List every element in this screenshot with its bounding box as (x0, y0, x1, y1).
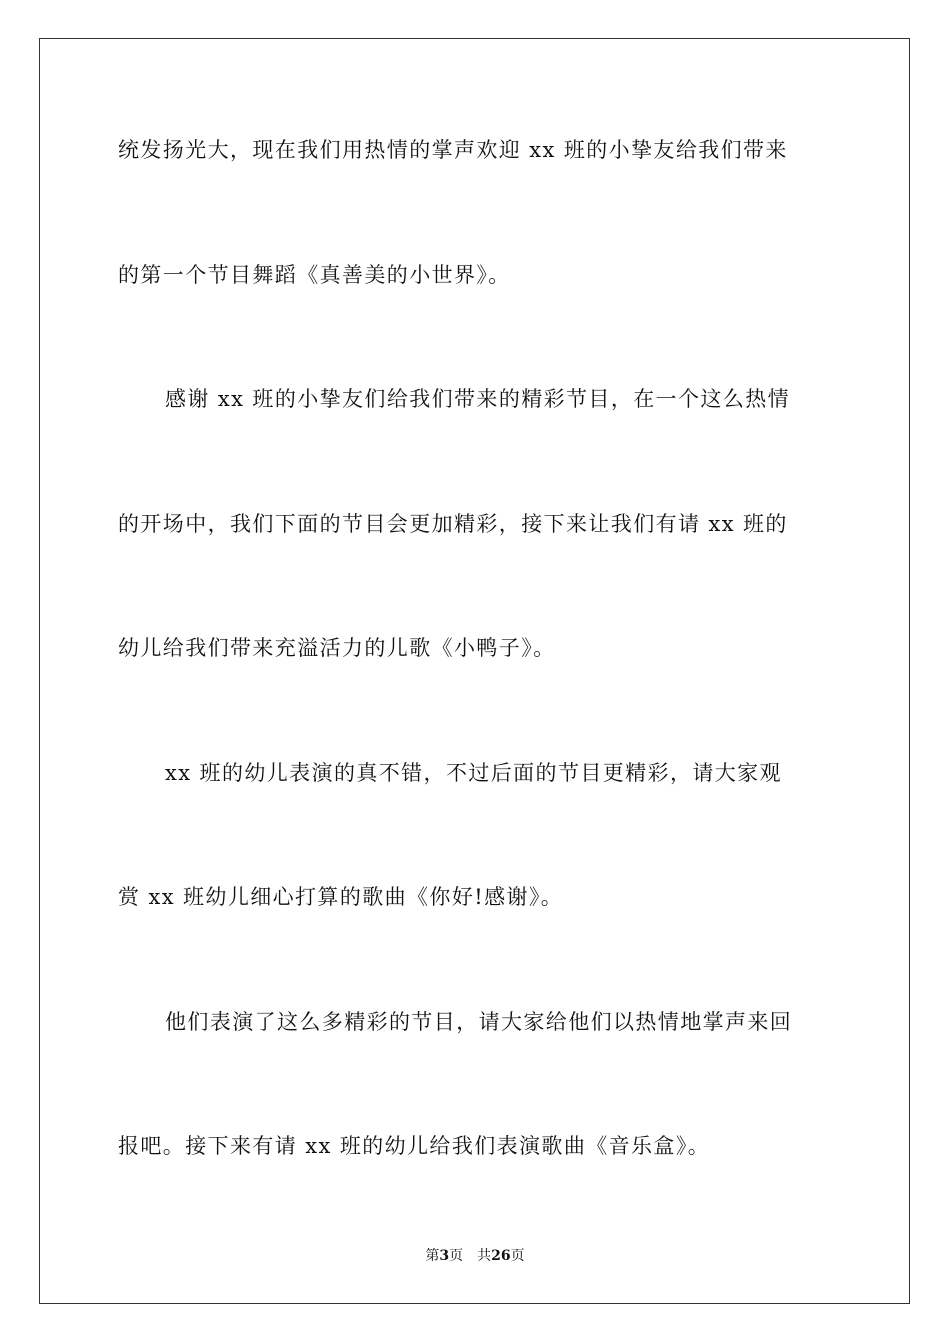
text-line-8: 他们表演了这么多精彩的节目，请大家给他们以热情地掌声来回 (165, 1010, 793, 1034)
page-number: 3 (439, 1248, 450, 1264)
page-frame (39, 38, 910, 1304)
total-suffix: 页 (510, 1248, 525, 1264)
total-prefix: 共 (477, 1248, 492, 1264)
page-prefix: 第 (425, 1248, 440, 1264)
text-line-7: 赏 xx 班幼儿细心打算的歌曲《你好!感谢》。 (118, 885, 564, 909)
text-line-4: 的开场中，我们下面的节目会更加精彩，接下来让我们有请 xx 班的 (118, 512, 788, 536)
page-footer (0, 1247, 950, 1265)
text-line-3: 感谢 xx 班的小挚友们给我们带来的精彩节目，在一个这么热情 (165, 387, 791, 411)
text-line-6: xx 班的幼儿表演的真不错，不过后面的节目更精彩，请大家观 (165, 761, 782, 785)
text-line-2: 的第一个节目舞蹈《真善美的小世界》。 (118, 263, 511, 287)
text-line-9: 报吧。接下来有请 xx 班的幼儿给我们表演歌曲《音乐盒》。 (118, 1134, 711, 1158)
total-pages: 26 (491, 1248, 511, 1264)
text-line-1: 统发扬光大，现在我们用热情的掌声欢迎 xx 班的小挚友给我们带来 (118, 138, 788, 162)
text-line-5: 幼儿给我们带来充溢活力的儿歌《小鸭子》。 (118, 636, 556, 660)
page-suffix: 页 (449, 1248, 464, 1264)
